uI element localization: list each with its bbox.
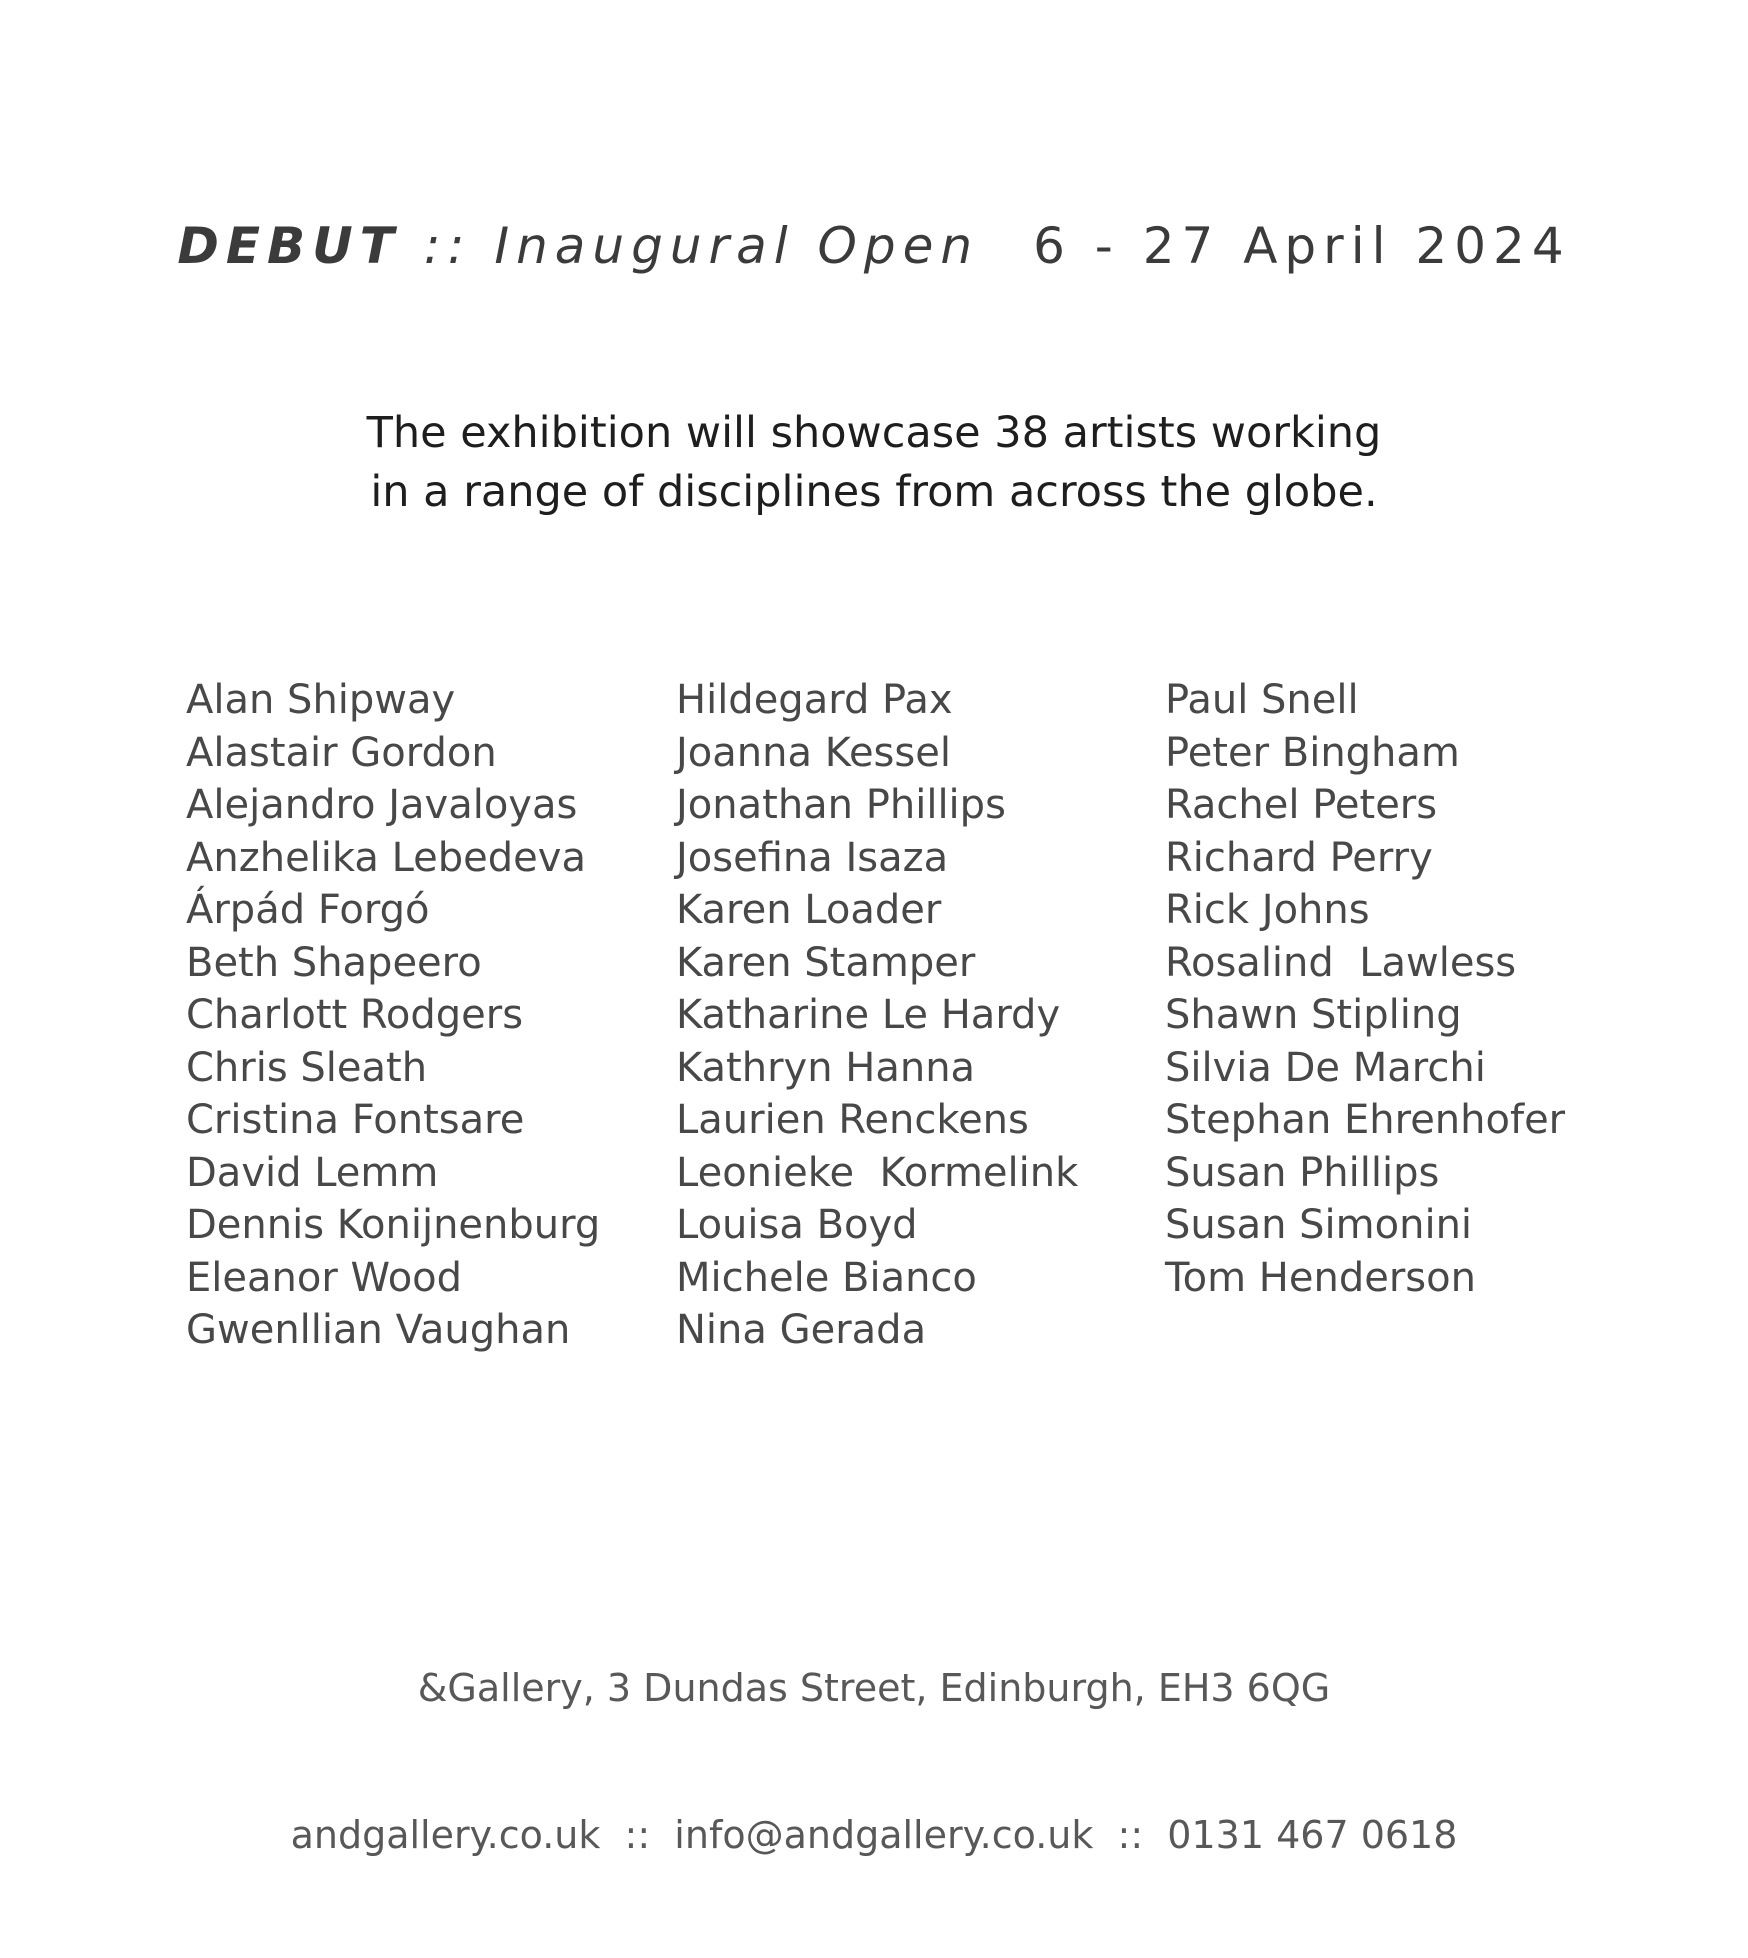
artist-name: Peter Bingham (1165, 729, 1460, 776)
artist-name: Katharine Le Hardy (676, 992, 1061, 1038)
artist-name: Susan Phillips (1165, 1149, 1440, 1196)
artist-name: Rachel Peters (1165, 782, 1438, 828)
artist-name: Árpád Forgó (186, 887, 430, 933)
artist-name: Tom Henderson (1165, 1254, 1476, 1301)
artist-name: Karen Loader (676, 887, 942, 933)
exhibition-subtitle: Inaugural Open (494, 217, 980, 275)
gallery-footer (0, 1566, 1748, 1958)
artist-name: Susan Simonini (1165, 1202, 1473, 1248)
artist-name: Joanna Kessel (676, 729, 951, 776)
artist-name: Charlott Rodgers (186, 992, 524, 1038)
artist-name: Louisa Boyd (676, 1202, 918, 1248)
artist-name: Eleanor Wood (186, 1254, 463, 1301)
artist-name: Hildegard Pax (676, 677, 953, 723)
artist-list (0, 674, 1748, 1374)
artist-name: Rosalind Lawless (1165, 939, 1517, 986)
artist-name: Alan Shipway (186, 677, 456, 723)
gallery-contact: andgallery.co.uk :: info@andgallery.co.uk :: 0131 467 0618 (290, 1813, 1458, 1857)
exhibition-title: DEBUT (177, 217, 401, 275)
artist-column-2 (676, 674, 1078, 1357)
artist-name: Jonathan Phillips (676, 782, 1006, 828)
artist-name: Karen Stamper (676, 939, 976, 986)
artist-name: Nina Gerada (676, 1307, 927, 1353)
description-line-1: The exhibition will showcase 38 artists working (366, 408, 1382, 458)
artist-name: Richard Perry (1165, 834, 1433, 881)
title-separator: :: (423, 217, 472, 275)
exhibition-description (0, 404, 1748, 522)
artist-name: Alejandro Javaloyas (186, 782, 578, 828)
artist-name: Rick Johns (1165, 887, 1370, 933)
artist-column-1 (186, 674, 600, 1357)
artist-name: Cristina Fontsare (186, 1097, 525, 1143)
artist-name: Alastair Gordon (186, 729, 497, 776)
artist-name: Anzhelika Lebedeva (186, 834, 586, 881)
artist-name: Beth Shapeero (186, 939, 482, 986)
artist-name: David Lemm (186, 1149, 439, 1196)
artist-name: Leonieke Kormelink (676, 1149, 1079, 1196)
artist-name: Silvia De Marchi (1165, 1044, 1486, 1091)
artist-name: Chris Sleath (186, 1044, 428, 1091)
artist-column-3 (1165, 674, 1565, 1304)
description-line-2: in a range of disciplines from across the globe. (370, 467, 1378, 517)
artist-name: Gwenllian Vaughan (186, 1307, 571, 1353)
artist-name: Shawn Stipling (1165, 992, 1462, 1038)
exhibition-header (0, 216, 1748, 276)
artist-name: Stephan Ehrenhofer (1165, 1097, 1566, 1143)
artist-name: Paul Snell (1165, 677, 1359, 723)
artist-name: Josefina Isaza (676, 834, 949, 881)
gallery-address: &Gallery, 3 Dundas Street, Edinburgh, EH3 6QG (417, 1666, 1331, 1710)
exhibition-dates: 6 - 27 April 2024 (1033, 217, 1571, 275)
artist-name: Michele Bianco (676, 1254, 977, 1301)
artist-name: Dennis Konijnenburg (186, 1202, 601, 1248)
artist-name: Laurien Renckens (676, 1097, 1029, 1143)
artist-name: Kathryn Hanna (676, 1044, 976, 1091)
